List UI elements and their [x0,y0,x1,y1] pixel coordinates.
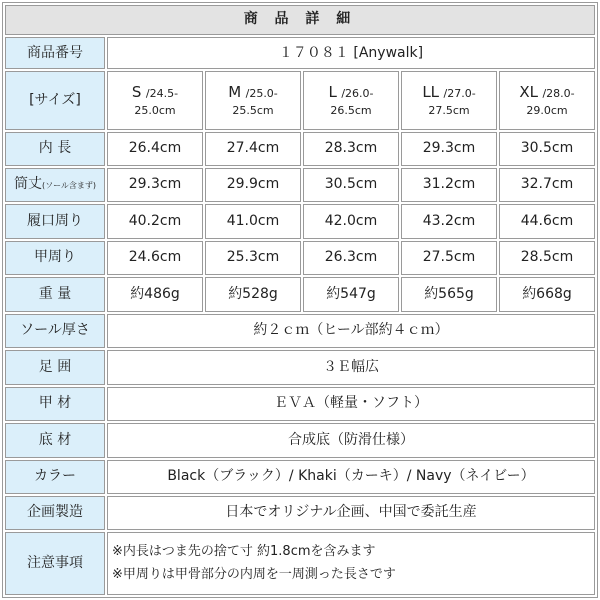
table-cell: 41.0cm [205,204,301,238]
label-instep-circumference: 甲周り [5,241,105,275]
label-sole-material: 底 材 [5,423,105,457]
size-name: LL [422,82,440,101]
label-product-number: 商品番号 [5,37,105,69]
value-planning: 日本でオリジナル企画、中国で委託生産 [107,496,595,530]
table-cell: 25.3cm [205,241,301,275]
size-name: XL [519,82,538,101]
table-cell: 27.4cm [205,132,301,166]
size-range-end: 26.5cm [330,104,372,118]
table-cell: 30.5cm [499,132,595,166]
label-sole-thickness: ソール厚さ [5,314,105,348]
value-width: ３Ｅ幅広 [107,350,595,384]
table-cell: 31.2cm [401,168,497,202]
size-col-m [205,71,301,129]
table-cell: 29.9cm [205,168,301,202]
size-name: L [328,82,337,101]
table-row [5,132,595,166]
note-line: ※甲周りは甲骨部分の内周を一周測った長さです [112,566,396,582]
table-cell: 40.2cm [107,204,203,238]
value-sole-thickness: 約２ｃｍ（ヒール部約４ｃｍ） [107,314,595,348]
table-cell: 28.3cm [303,132,399,166]
table-cell: 43.2cm [401,204,497,238]
size-range-start: /27.0- [443,86,476,100]
size-range-end: 25.0cm [134,104,176,118]
table-cell: 28.5cm [499,241,595,275]
size-col-s [107,71,203,129]
table-cell: 26.3cm [303,241,399,275]
size-header-row [5,71,595,129]
table-row [5,204,595,238]
table-cell: 約547g [303,277,399,311]
label-upper-material: 甲 材 [5,387,105,421]
label-inner-length: 内 長 [5,132,105,166]
table-cell: 24.6cm [107,241,203,275]
size-range-start: /24.5- [145,86,179,100]
label-note: (ソール含まず) [41,181,97,191]
size-col-l [303,71,399,129]
size-range-start: /26.0- [341,86,374,100]
label-width: 足 囲 [5,350,105,384]
table-cell: 26.4cm [107,132,203,166]
size-name: M [228,82,242,101]
table-cell: 27.5cm [401,241,497,275]
product-details-sheet [2,2,598,598]
table-cell: 約486g [107,277,203,311]
table-cell: 42.0cm [303,204,399,238]
label-size: [サイズ] [5,71,105,129]
table-cell: 29.3cm [401,132,497,166]
table-cell: 約528g [205,277,301,311]
label-shaft-height [5,168,105,202]
table-cell: 約565g [401,277,497,311]
value-sole-material: 合成底（防滑仕様） [107,423,595,457]
value-color: Black（ブラック）/ Khaki（カーキ）/ Navy（ネイビー） [107,460,595,494]
size-col-xl [499,71,595,129]
label-notes: 注意事項 [5,532,105,595]
size-range-start: /28.0- [542,86,575,100]
value-notes [107,532,595,595]
table-title: 商 品 詳 細 [5,5,595,35]
size-name: S [131,82,142,101]
label-opening-circumference: 履口周り [5,204,105,238]
table-cell: 30.5cm [303,168,399,202]
table-row [5,241,595,275]
product-details-table [2,2,598,598]
label-planning: 企画製造 [5,496,105,530]
table-row [5,168,595,202]
table-cell: 29.3cm [107,168,203,202]
label-weight: 重 量 [5,277,105,311]
value-product-number: １７０８１ [Anywalk] [107,37,595,69]
size-col-ll [401,71,497,129]
table-row [5,277,595,311]
value-upper-material: ＥＶＡ（軽量・ソフト） [107,387,595,421]
label-text: 筒丈 [13,176,42,193]
size-range-end: 29.0cm [526,104,568,118]
size-range-start: /25.0- [245,86,278,100]
table-cell: 44.6cm [499,204,595,238]
table-cell: 32.7cm [499,168,595,202]
table-cell: 約668g [499,277,595,311]
label-color: カラー [5,460,105,494]
note-line: ※内長はつま先の捨て寸 約1.8cmを含みます [112,543,376,559]
size-range-end: 25.5cm [232,104,274,118]
size-range-end: 27.5cm [428,104,470,118]
